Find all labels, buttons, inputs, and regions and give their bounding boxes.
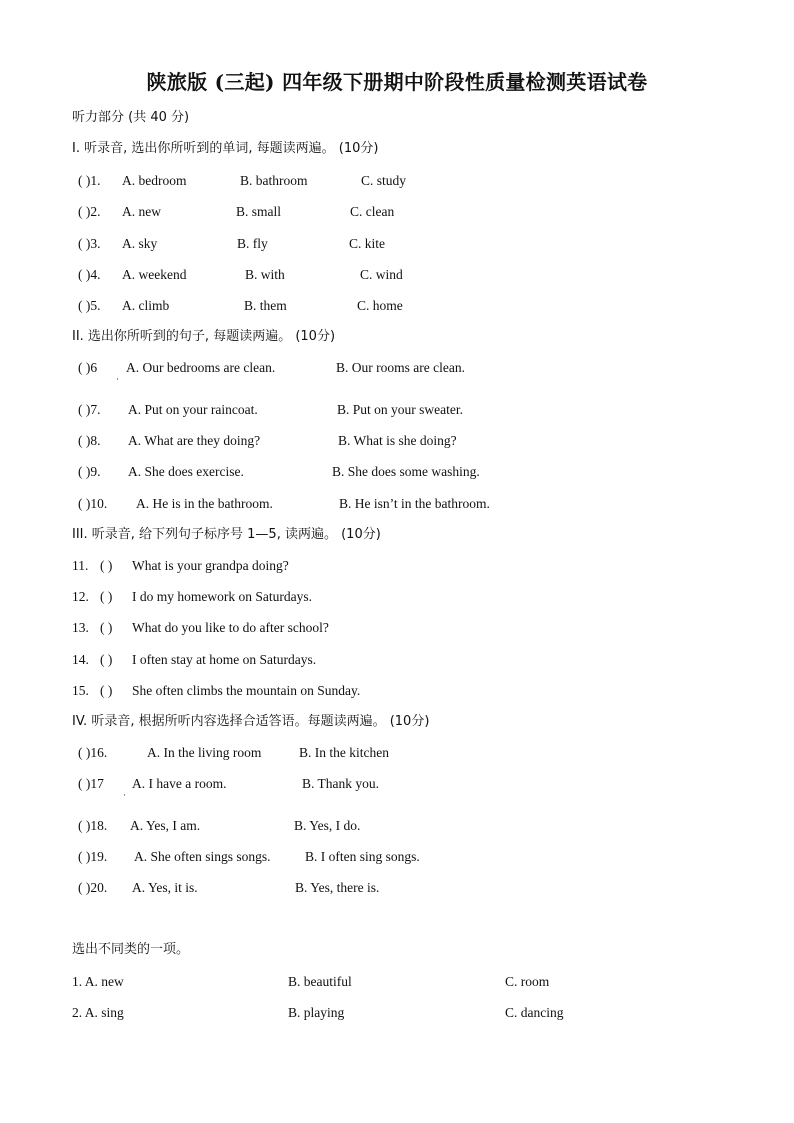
answer-paren: ( ): [100, 589, 113, 604]
sentence-text: What is your grandpa doing?: [132, 558, 289, 573]
option-b: B. I often sing songs.: [305, 849, 420, 864]
question-prefix: ( )4.: [78, 267, 101, 282]
question-number: 13.: [72, 620, 89, 635]
option-c: C. kite: [349, 236, 385, 251]
option-c: C. home: [357, 298, 403, 313]
option-b: B. In the kitchen: [299, 745, 389, 760]
option-a: A. climb: [122, 298, 170, 313]
option-a: A. sky: [122, 236, 158, 251]
question-prefix: ( )7.: [78, 402, 101, 417]
option-b: B. bathroom: [240, 173, 308, 188]
option-b: B. with: [245, 267, 285, 282]
option-b: B. small: [236, 204, 282, 219]
question-prefix: ( )18.: [78, 818, 108, 833]
question-prefix: ( )6: [78, 360, 98, 375]
option-c: C. dancing: [505, 1005, 564, 1020]
question-prefix: ( )19.: [78, 849, 108, 864]
option-c: C. room: [505, 974, 550, 989]
option-c: C. clean: [350, 204, 395, 219]
answer-paren: ( ): [100, 652, 113, 667]
option-a: A. Our bedrooms are clean.: [126, 360, 276, 375]
option-a: A. Yes, I am.: [130, 818, 201, 833]
question-prefix: ( )20.: [78, 880, 108, 895]
option-b: B. beautiful: [288, 974, 352, 989]
option-a: A. What are they doing?: [128, 433, 261, 448]
option-b: B. Thank you.: [302, 776, 379, 791]
option-b: B. She does some washing.: [332, 464, 480, 479]
section5-heading: 选出不同类的一项。: [72, 942, 190, 957]
section4-heading: IV. 听录音, 根据所听内容选择合适答语。每题读两遍。 (10分): [72, 714, 430, 729]
question-prefix: ( )5.: [78, 298, 101, 313]
answer-paren: ( ): [100, 683, 113, 698]
answer-paren: ( ): [100, 620, 113, 635]
section2-heading: II. 选出你所听到的句子, 每题读两遍。 (10分): [72, 329, 336, 344]
option-a: A. Yes, it is.: [132, 880, 198, 895]
option-a: A. In the living room: [147, 745, 262, 760]
option-a: A. He is in the bathroom.: [136, 496, 273, 511]
question-prefix: ( )16.: [78, 745, 108, 760]
page-title: 陕旅版 (三起) 四年级下册期中阶段性质量检测英语试卷: [146, 70, 648, 94]
question-prefix: ( )9.: [78, 464, 101, 479]
stray-mark: ·: [123, 790, 126, 800]
answer-paren: ( ): [100, 558, 113, 573]
option-c: C. wind: [360, 267, 403, 282]
sentence-text: What do you like to do after school?: [132, 620, 329, 635]
option-a: A. bedroom: [122, 173, 187, 188]
option-b: B. Yes, I do.: [294, 818, 361, 833]
question-prefix: ( )1.: [78, 173, 101, 188]
option-a: A. Put on your raincoat.: [128, 402, 258, 417]
option-a: A. I have a room.: [132, 776, 227, 791]
option-c: C. study: [361, 173, 407, 188]
sentence-text: I often stay at home on Saturdays.: [132, 652, 317, 667]
option-b: B. fly: [237, 236, 268, 251]
option-a: 1. A. new: [72, 974, 124, 989]
option-b: B. Yes, there is.: [295, 880, 380, 895]
option-a: 2. A. sing: [72, 1005, 124, 1020]
option-b: B. playing: [288, 1005, 345, 1020]
question-number: 15.: [72, 683, 89, 698]
option-a: A. She often sings songs.: [134, 849, 271, 864]
question-prefix: ( )10.: [78, 496, 108, 511]
question-number: 12.: [72, 589, 89, 604]
section3-heading: III. 听录音, 给下列句子标序号 1—5, 读两遍。 (10分): [72, 527, 381, 542]
option-b: B. them: [244, 298, 287, 313]
option-a: A. She does exercise.: [128, 464, 244, 479]
option-b: B. Put on your sweater.: [337, 402, 463, 417]
question-number: 11.: [72, 558, 89, 573]
question-prefix: ( )8.: [78, 433, 101, 448]
option-b: B. Our rooms are clean.: [336, 360, 465, 375]
listening-heading: 听力部分 (共 40 分): [72, 110, 190, 125]
section1-heading: I. 听录音, 选出你所听到的单词, 每题读两遍。 (10分): [72, 141, 379, 156]
option-b: B. He isn’t in the bathroom.: [339, 496, 490, 511]
question-prefix: ( )17: [78, 776, 104, 791]
stray-mark: ·: [116, 374, 119, 384]
sentence-text: I do my homework on Saturdays.: [132, 589, 312, 604]
option-a: A. weekend: [122, 267, 187, 282]
question-number: 14.: [72, 652, 89, 667]
option-b: B. What is she doing?: [338, 433, 457, 448]
sentence-text: She often climbs the mountain on Sunday.: [132, 683, 361, 698]
question-prefix: ( )3.: [78, 236, 101, 251]
question-prefix: ( )2.: [78, 204, 101, 219]
option-a: A. new: [122, 204, 161, 219]
